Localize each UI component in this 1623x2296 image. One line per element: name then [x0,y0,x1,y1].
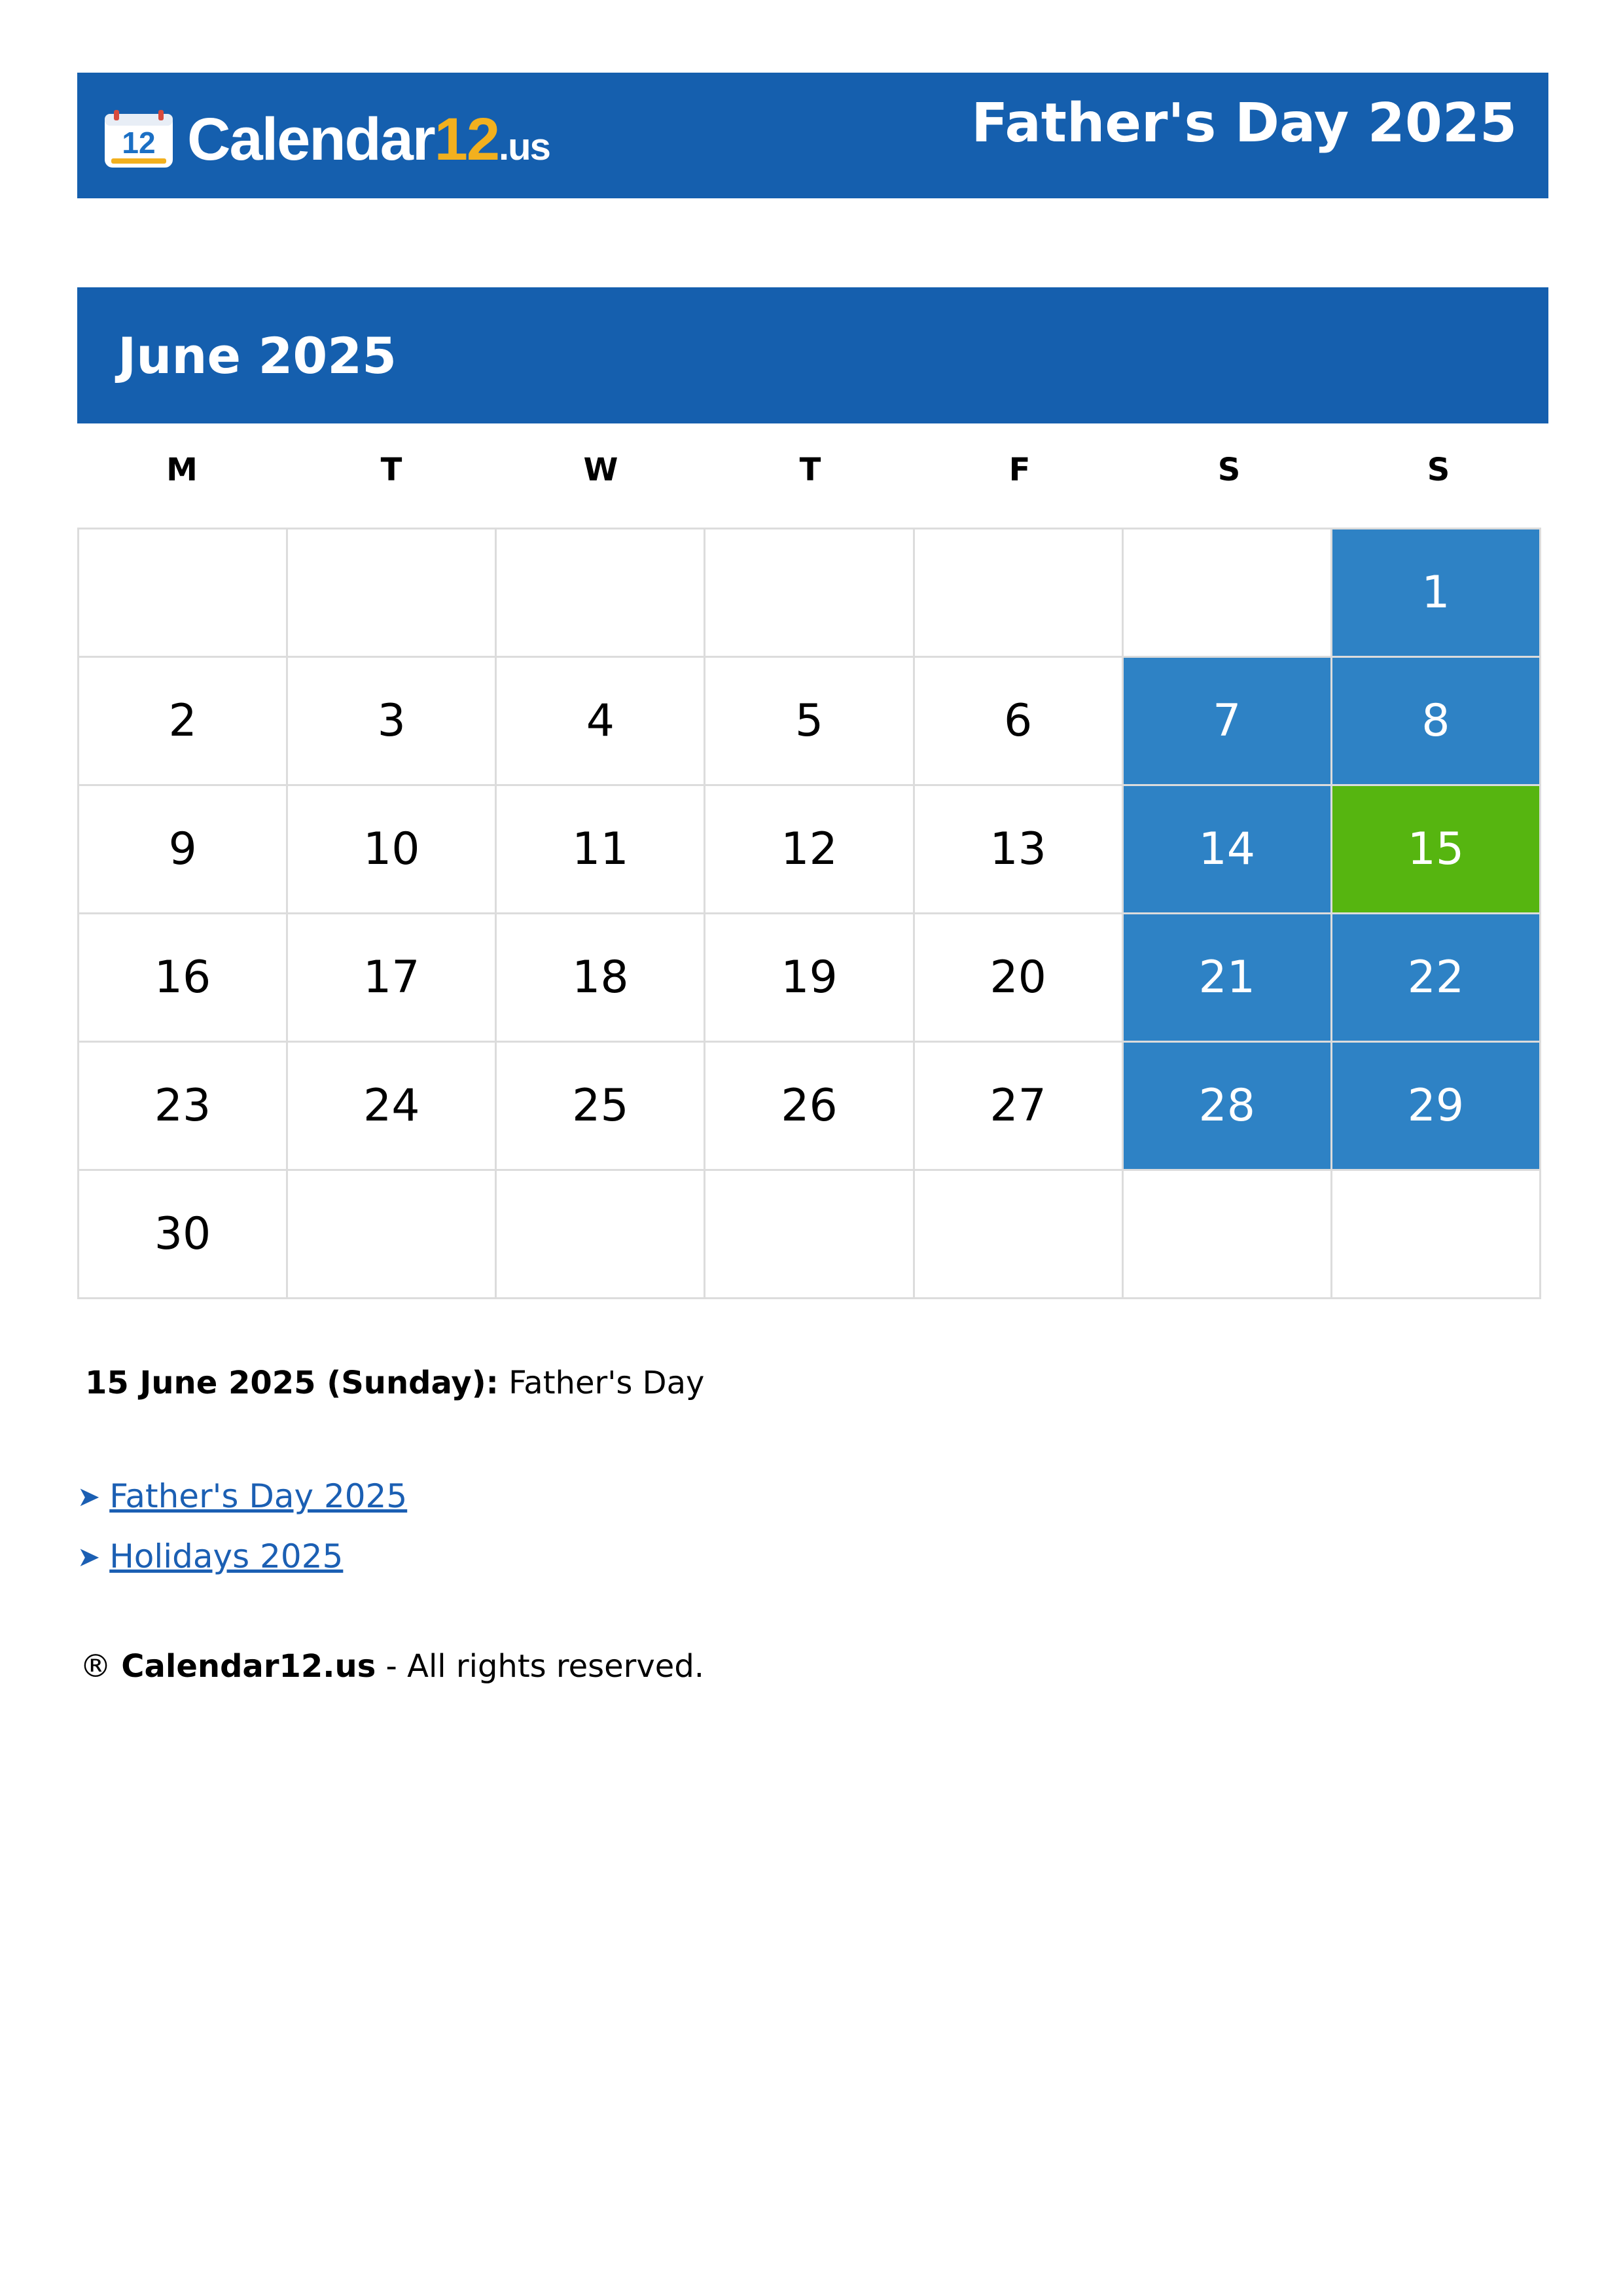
weekday-label: T [380,452,402,488]
calendar-day-cell: 12 [705,786,914,914]
calendar-empty-cell [497,1171,705,1299]
calendar-day-cell: 7 [1124,658,1332,786]
calendar-day-cell: 14 [1124,786,1332,914]
calendar-day-cell: 3 [288,658,497,786]
calendar-icon [103,110,174,169]
calendar-day-cell: 6 [915,658,1124,786]
calendar-day-cell: 29 [1332,1043,1541,1171]
calendar-empty-cell [288,1171,497,1299]
weekday-label: T [799,452,821,488]
calendar-day-cell: 17 [288,914,497,1043]
calendar-empty-cell [705,529,914,658]
calendar-day-cell: 22 [1332,914,1541,1043]
footer-brand: Calendar12.us [121,1648,376,1685]
link-item [77,1526,407,1587]
calendar-empty-cell [497,529,705,658]
link-item [77,1466,407,1526]
weekday-label: W [583,452,618,488]
svg-text:12: 12 [122,126,156,160]
calendar-day-cell: 15 [1332,786,1541,914]
holiday-date: 15 June 2025 (Sunday): [85,1365,499,1401]
site-logo[interactable] [103,107,550,172]
calendar-day-cell: 13 [915,786,1124,914]
calendar-day-cell: 30 [79,1171,288,1299]
calendar-empty-cell [1332,1171,1541,1299]
logo-wordmark [187,105,550,174]
calendar-day-cell: 19 [705,914,914,1043]
calendar-day-cell: 16 [79,914,288,1043]
holidays-link[interactable]: Holidays 2025 [109,1537,344,1575]
logo-number: 12 [434,105,499,173]
weekday-header-row [77,452,1543,488]
holiday-entry [85,1365,704,1401]
logo-prefix: Calendar [187,105,435,173]
logo-tld: .us [499,125,550,168]
arrow-icon: ➤ [77,1540,101,1573]
calendar-day-cell: 26 [705,1043,914,1171]
footer [80,1648,704,1685]
calendar-day-cell: 1 [1332,529,1541,658]
calendar-day-cell: 24 [288,1043,497,1171]
calendar-day-cell: 21 [1124,914,1332,1043]
month-header [77,287,1548,423]
calendar-day-cell: 20 [915,914,1124,1043]
page-title: Father's Day 2025 [971,92,1517,154]
calendar-day-cell: 27 [915,1043,1124,1171]
arrow-icon: ➤ [77,1480,101,1513]
calendar-day-cell: 18 [497,914,705,1043]
calendar-empty-cell [79,529,288,658]
calendar-day-cell: 11 [497,786,705,914]
weekday-label: M [166,452,198,488]
calendar-day-cell: 8 [1332,658,1541,786]
calendar-empty-cell [1124,1171,1332,1299]
weekday-label: S [1217,452,1241,488]
weekday-label: F [1008,452,1031,488]
calendar-empty-cell [915,529,1124,658]
calendar-day-cell: 5 [705,658,914,786]
calendar-empty-cell [288,529,497,658]
calendar-day-cell: 25 [497,1043,705,1171]
holiday-name: Father's Day [498,1365,705,1401]
calendar-day-cell: 23 [79,1043,288,1171]
related-links [77,1466,407,1587]
page-header [77,73,1548,198]
month-title: June 2025 [118,327,397,385]
calendar-empty-cell [1124,529,1332,658]
calendar-day-cell: 2 [79,658,288,786]
registered-symbol: ® [80,1648,111,1685]
calendar-day-cell: 9 [79,786,288,914]
calendar-day-cell: 10 [288,786,497,914]
calendar-empty-cell [705,1171,914,1299]
calendar-day-cell: 28 [1124,1043,1332,1171]
calendar-grid [77,528,1541,1299]
fathers-day-link[interactable]: Father's Day 2025 [109,1477,408,1515]
footer-text: - All rights reserved. [376,1648,705,1685]
calendar-empty-cell [915,1171,1124,1299]
weekday-label: S [1427,452,1450,488]
calendar-day-cell: 4 [497,658,705,786]
